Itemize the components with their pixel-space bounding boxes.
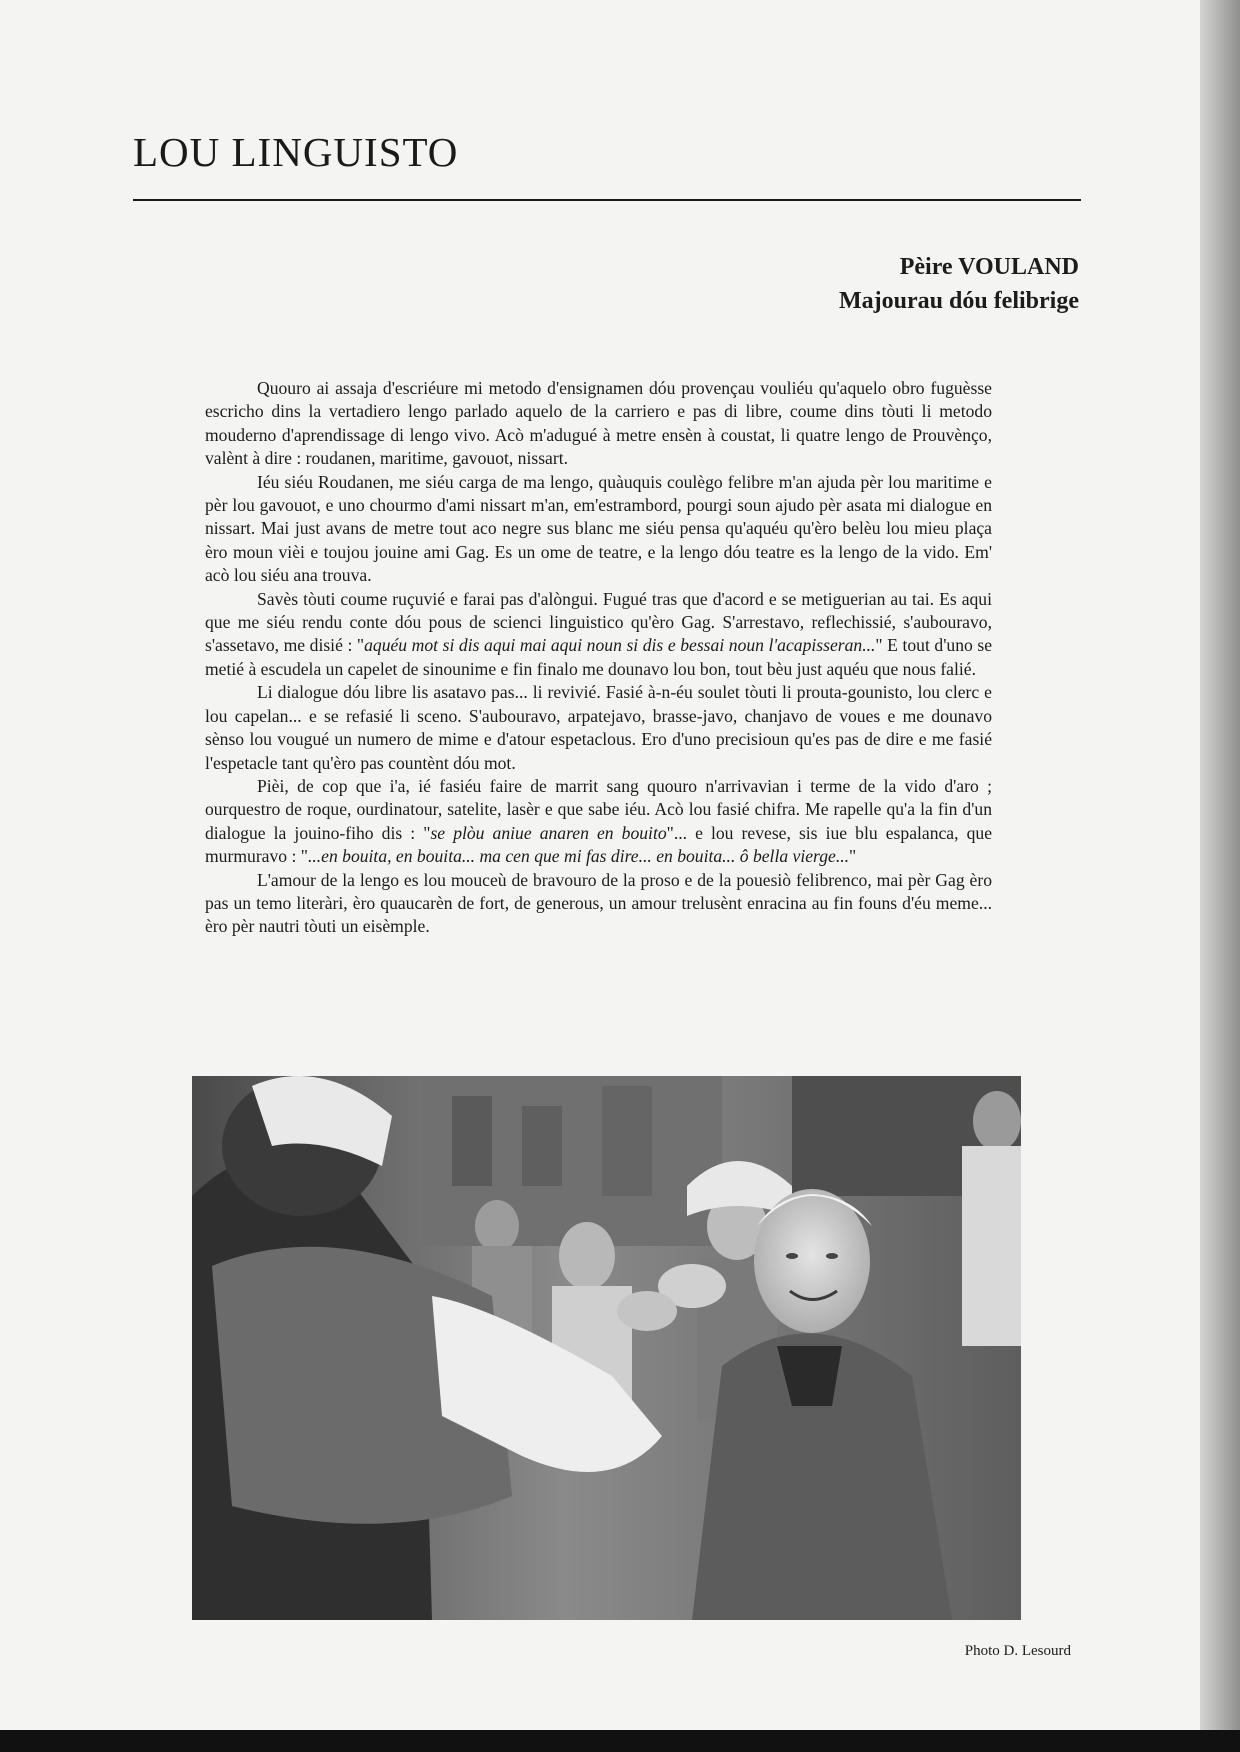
paragraph-5-text-e: " xyxy=(849,846,857,867)
festival-photo xyxy=(192,1076,1021,1620)
paragraph-1: Quouro ai assaja d'escriéure mi metodo d'ensignamen dóu provençau vouliéu qu'aquelo obro fuguèsse escricho dins la vertadiero lengo parlado aquelo de la carriero e pas di libre, coume dins tòuti li metodo mouderno d'aprendissage di lengo vivo. Acò m'adugué à metre ensèn à coustat, li quatre lengo de Prouvènço, valènt à dire : roudanen, maritime, gavouot, nissart. xyxy=(205,378,992,469)
paragraph-6: L'amour de la lengo es lou mouceù de bravouro de la proso e de la pouesiò felibrenco, mai pèr Gag èro pas un temo literàri, èro quaucarèn de fort, de generous, un amour trelusènt enracina au fin founs d'éu meme... èro pèr nautri tòuti un eisèmple. xyxy=(205,869,992,937)
paragraph-3-text-c: " E tout d'uno se metié à escudela un capelet de sinounime e fin finalo me dounavo lou bon, tout bèu just aquéu que nous falié. xyxy=(205,635,993,679)
paragraph-4: Li dialogue dóu libre lis asatavo pas... li revivié. Fasié à-n-éu soulet tòuti li prouta-gounisto, lou clerc e lou capelan... e se refasié li sceno. S'aubouravo, arpatejavo, brasse-javo, chanjavo de voues e me dounavo sènso lou vougué un numero de mime e d'atour espetaclous. Ero d'uno precisioun qu'es pas de dire e me fasié l'espetacle tant qu'èro pas countènt dóu mot. xyxy=(205,682,992,773)
article-body xyxy=(205,377,992,939)
paragraph-5-quote-2: ...en bouita, en bouita... ma cen que mi fas dire... en bouita... ô bella vierge... xyxy=(307,846,850,867)
author-role: Majourau dóu felibrige xyxy=(839,288,1079,314)
paragraph-5-text-c: "... e lou revese, sis iue blu espalanca, que murmuravo : " xyxy=(205,822,993,867)
paragraph-5-text-a: Pièi, de cop que i'a, ié fasiéu faire de marrit sang quouro n'arrivavian i terme de la vido d'aro ; ourquestro de roque, ourdinatour, satelite, lasèr e que sabe iéu. Acò lou fasié chifra. Me rapelle qu'a la fin d'un dialogue la jouino-fiho dis : " xyxy=(205,775,992,843)
photo-crowd-figure xyxy=(559,1222,615,1290)
page-edge-shadow xyxy=(1200,0,1240,1730)
scan-bottom-border xyxy=(0,1730,1240,1752)
photo-credit: Photo D. Lesourd xyxy=(964,1643,1071,1659)
paragraph-2: Iéu siéu Roudanen, me siéu carga de ma lengo, quàuquis coulègo felibre m'an ajuda pèr lou maritime e pèr lou gavouot, e uno chourmo d'ami nissart m'an, em'estrambord, pourgi soun ajudo pèr asata mi dialogue en nissart. Mai just avans de metre tout aco negre sus blanc me siéu pensa qu'aquéu qu'èro belèu lou mieu plaça èro moun vièi e toujou jouine ami Gag. Es un ome de teatre, e la lengo dóu teatre es la lengo de la vido. Em' acò lou siéu ana trouva. xyxy=(205,471,992,586)
title-divider xyxy=(133,199,1081,201)
paragraph-3 xyxy=(205,588,992,682)
paragraph-5 xyxy=(205,775,992,869)
paragraph-5-quote-1: se plòu aniue anaren en bouito xyxy=(430,822,667,843)
paragraph-3-text-a: Savès tòuti coume ruçuvié e farai pas d'alòngui. Fugué tras que d'acord e se metiguerian au tai. Es aqui que me siéu rendu conte dóu pous de scienci linguistico qu'èro Gag. S'arrestavo, reflechissié, s'aubouravo, s'assetavo, me disié : " xyxy=(205,588,992,656)
paragraph-3-quote: aquéu mot si dis aqui mai aqui noun si dis e bessai noun l'acapisseran... xyxy=(364,635,876,656)
byline xyxy=(839,250,1079,318)
author-name: Pèire VOULAND xyxy=(899,254,1079,280)
page-title: LOU LINGUISTO xyxy=(133,129,459,175)
